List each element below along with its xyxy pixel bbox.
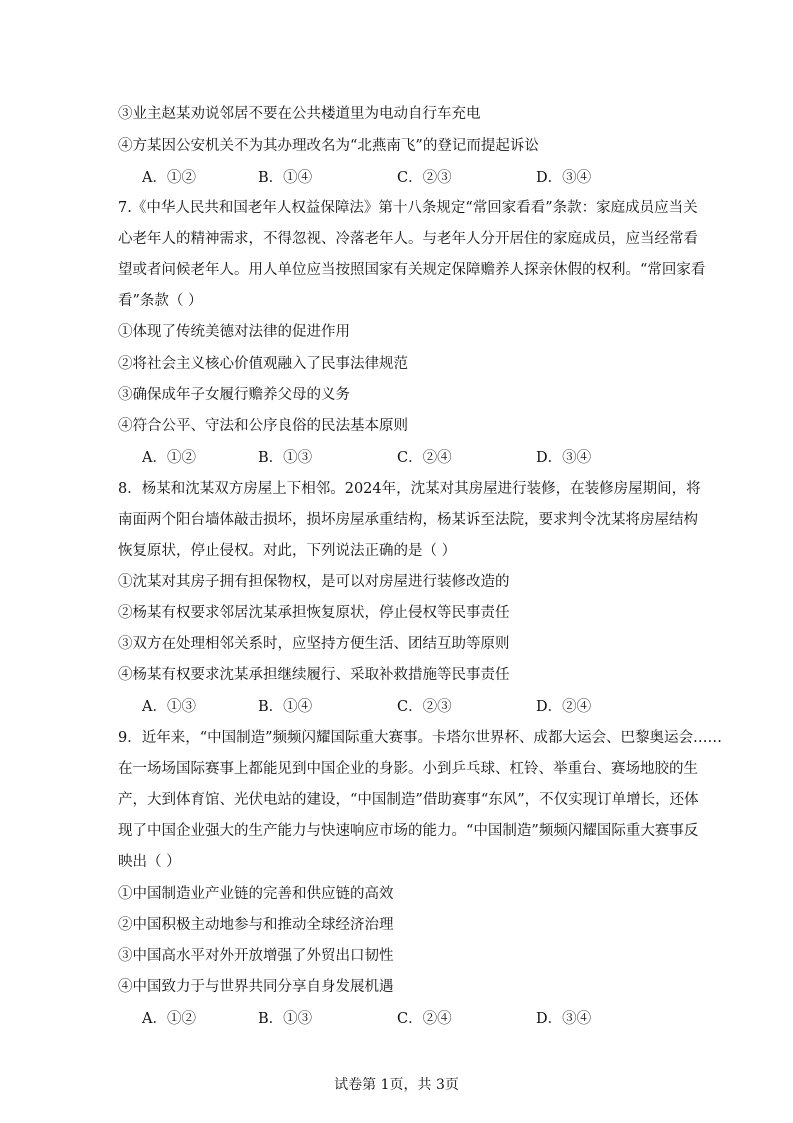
option-item-2: ②将社会主义核心价值观融入了民事法律规范 (118, 356, 408, 372)
question-stem-line: 8．杨某和沈某双方房屋上下相邻。2024年，沈某对其房屋进行装修，在装修房屋期间，将 (118, 481, 701, 497)
question-stem-line: 现了中国企业强大的生产能力与快速响应市场的能力。“中国制造”频频闪耀国际重大赛事反 (118, 823, 699, 839)
choice-b: B．①④ (258, 170, 313, 186)
option-item-2: ②中国积极主动地参与和推动全球经济治理 (118, 917, 394, 933)
option-item-4: ④中国致力于与世界共同分享自身发展机遇 (118, 979, 394, 995)
choice-c: C．②④ (397, 1011, 452, 1027)
choice-b: B．①③ (258, 1011, 313, 1027)
choice-d: D．②④ (536, 699, 592, 715)
question-stem-line: 9．近年来，“中国制造”频频闪耀国际重大赛事。卡塔尔世界杯、成都大运会、巴黎奥运会…… (118, 730, 723, 746)
question-stem-line: 在一场场国际赛事上都能见到中国企业的身影。小到乒乓球、杠铃、举重台、赛场地胶的生 (118, 761, 698, 777)
question-stem-line: 南面两个阳台墙体敲击损坏，损坏房屋承重结构，杨某诉至法院，要求判令沈某将房屋结构 (118, 512, 698, 528)
option-item-3: ③中国高水平对外开放增强了外贸出口韧性 (118, 948, 394, 964)
choice-c: C．②③ (397, 170, 452, 186)
choice-b: B．①③ (258, 450, 313, 466)
choice-d: D．③④ (536, 450, 592, 466)
choice-c: C．②③ (397, 699, 452, 715)
question-stem-line: 望或者问候老年人。用人单位应当按照国家有关规定保障赡养人探亲休假的权利。“常回家看 (118, 262, 706, 278)
question-stem-line: 映出（ ） (118, 854, 181, 870)
option-item-1: ①中国制造业产业链的完善和供应链的高效 (118, 886, 394, 902)
option-item-4: ④符合公平、守法和公序良俗的民法基本原则 (118, 418, 408, 434)
option-item-3: ③双方在处理相邻关系时，应坚持方便生活、团结互助等原则 (118, 636, 510, 652)
choice-a: A．①② (142, 170, 196, 186)
question-stem-line: 看”条款（ ） (118, 293, 203, 309)
choice-d: D．③④ (536, 170, 592, 186)
option-item-3: ③确保成年子女履行赡养父母的义务 (118, 387, 350, 403)
choice-b: B．①④ (258, 699, 313, 715)
choice-a: A．①② (142, 450, 196, 466)
option-item-4: ④方某因公安机关不为其办理改名为“北燕南飞”的登记而提起诉讼 (118, 138, 539, 154)
question-stem-line: 7.《中华人民共和国老年人权益保障法》第十八条规定“常回家看看”条款：家庭成员应当关 (118, 200, 698, 216)
option-item-4: ④杨某有权要求沈某承担继续履行、采取补救措施等民事责任 (118, 667, 510, 683)
choice-c: C．②④ (397, 450, 452, 466)
question-stem-line: 心老年人的精神需求，不得忽视、冷落老年人。与老年人分开居住的家庭成员，应当经常看 (118, 231, 698, 247)
choice-d: D．③④ (536, 1011, 592, 1027)
question-stem-line: 产，大到体育馆、光伏电站的建设，“中国制造”借助赛事“东风”，不仅实现订单增长，还体 (118, 792, 699, 808)
question-stem-line: 恢复原状，停止侵权。对此，下列说法正确的是（ ） (118, 543, 457, 559)
choice-a: A．①③ (142, 699, 196, 715)
choice-a: A．①② (142, 1011, 196, 1027)
page-footer: 试卷第 1页，共 3页 (334, 1077, 459, 1093)
option-item-2: ②杨某有权要求邻居沈某承担恢复原状，停止侵权等民事责任 (118, 605, 510, 621)
option-item-1: ①沈某对其房子拥有担保物权，是可以对房屋进行装修改造的 (118, 574, 510, 590)
option-item-1: ①体现了传统美德对法律的促进作用 (118, 324, 350, 340)
option-item-3: ③业主赵某劝说邻居不要在公共楼道里为电动自行车充电 (118, 106, 481, 122)
